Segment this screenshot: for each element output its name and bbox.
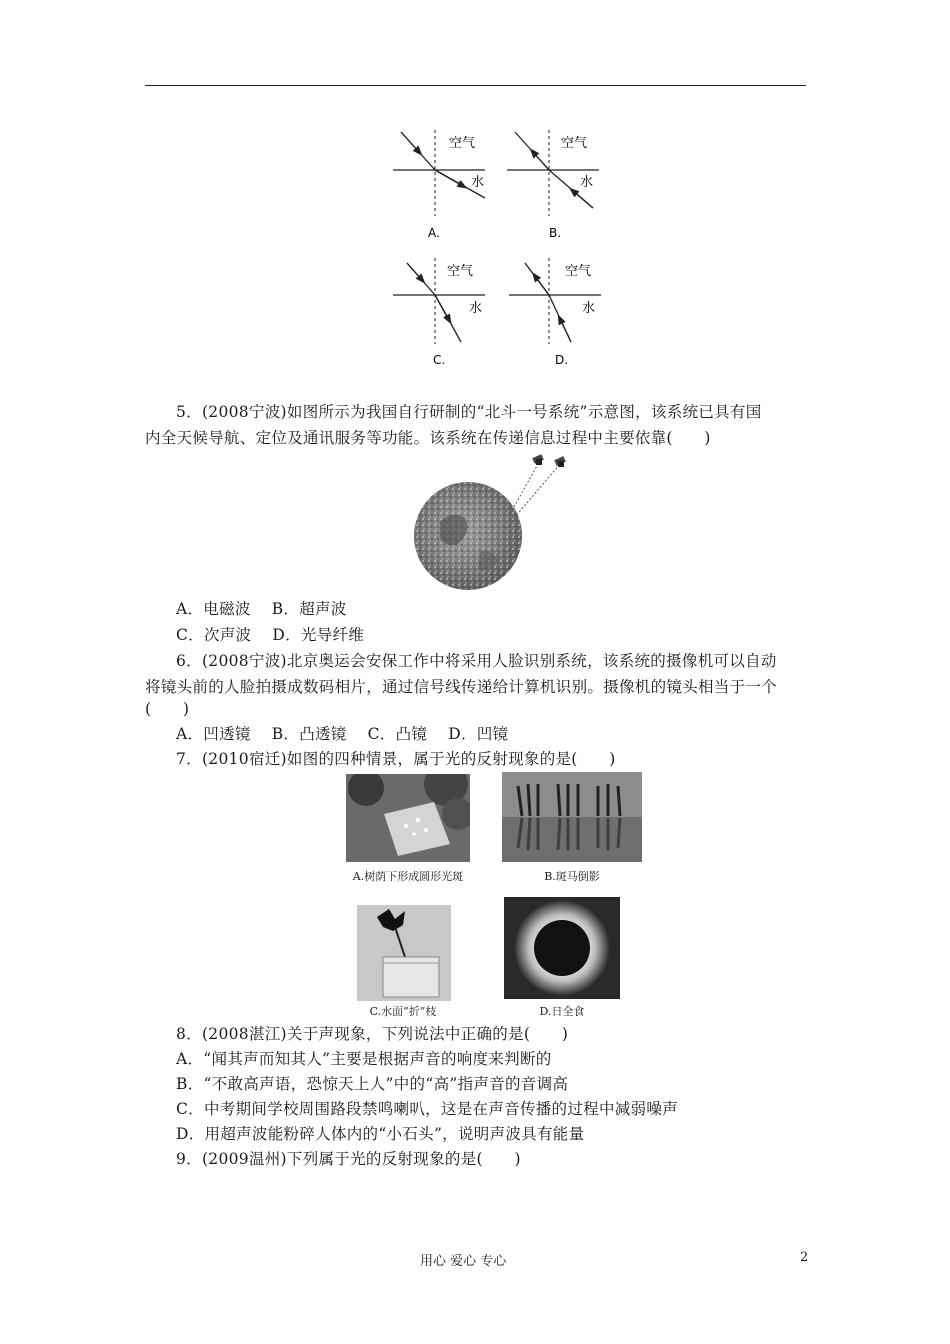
q8-option-d: D．用超声波能粉碎人体内的“小石头”，说明声波具有能量: [176, 1125, 585, 1143]
air-label-a: 空气: [449, 136, 476, 151]
satellite-icon: [532, 454, 544, 465]
water-label-a: 水: [471, 175, 485, 190]
diagram-b: [507, 130, 599, 240]
option-label-b: B.: [549, 226, 562, 240]
air-label-d: 空气: [565, 264, 592, 279]
water-label-b: 水: [580, 175, 594, 190]
caption-b: B.斑马倒影: [544, 870, 600, 883]
diagram-d: [509, 258, 601, 367]
photo-zebra-reflection: [502, 772, 642, 862]
photo-total-solar-eclipse: [504, 897, 620, 999]
photo-stem-in-water: [357, 905, 451, 1001]
satellite-icon: [554, 456, 566, 467]
caption-a: A.树荫下形成圆形光斑: [352, 870, 464, 883]
q6-options: A．凹透镜 B．凸透镜 C．凸镜 D．凹镜: [176, 725, 509, 743]
q5-stem-line1: 5．(2008宁波)如图所示为我国自行研制的“北斗一号系统”示意图，该系统已具有国: [176, 403, 762, 421]
option-label-d: D.: [555, 353, 569, 367]
photo-tree-shade-light-spots: [346, 774, 470, 862]
option-label-a: A.: [428, 226, 440, 240]
q8-option-a: A．“闻其声而知其人”主要是根据声音的响度来判断的: [176, 1050, 552, 1068]
option-label-c: C.: [433, 353, 446, 367]
q8-option-c: C．中考期间学校周围路段禁鸣喇叭，这是在声音传播的过程中减弱噪声: [176, 1100, 678, 1118]
q8-stem: 8．(2008湛江)关于声现象，下列说法中正确的是( ): [176, 1025, 569, 1043]
q9-stem: 9．(2009温州)下列属于光的反射现象的是( ): [176, 1150, 521, 1168]
page-number: 2: [800, 1250, 809, 1265]
air-label-b: 空气: [561, 136, 588, 151]
refraction-diagram: [385, 120, 615, 375]
air-label-c: 空气: [447, 264, 474, 279]
q7-stem: 7．(2010宿迁)如图的四种情景，属于光的反射现象的是( ): [176, 750, 616, 768]
water-label-d: 水: [582, 301, 596, 316]
diagram-a: [393, 130, 485, 240]
footer-motto: 用心 爱心 专心: [420, 1254, 507, 1269]
caption-d: D.日全食: [539, 1005, 585, 1018]
q8-option-b: B．“不敢高声语，恐惊天上人”中的“高”指声音的音调高: [176, 1075, 569, 1093]
q6-stem-line1: 6．(2008宁波)北京奥运会安保工作中将采用人脸识别系统，该系统的摄像机可以自动: [176, 652, 777, 670]
diagram-c: [393, 258, 485, 367]
caption-c: C.水面“折”枝: [369, 1005, 437, 1018]
beidou-satellite-figure: [410, 452, 580, 592]
q6-stem-line3: ( ): [145, 700, 190, 718]
q5-stem-line2: 内全天候导航、定位及通讯服务等功能。该系统在传递信息过程中主要依靠( ): [145, 429, 711, 447]
water-label-c: 水: [469, 301, 483, 316]
header-rule: [145, 85, 806, 86]
q5-options-line2: C．次声波 D．光导纤维: [176, 626, 365, 644]
q6-stem-line2: 将镜头前的人脸拍摄成数码相片，通过信号线传递给计算机识别。摄像机的镜头相当于一个: [145, 678, 778, 696]
q5-options-line1: A．电磁波 B．超声波: [176, 600, 347, 618]
